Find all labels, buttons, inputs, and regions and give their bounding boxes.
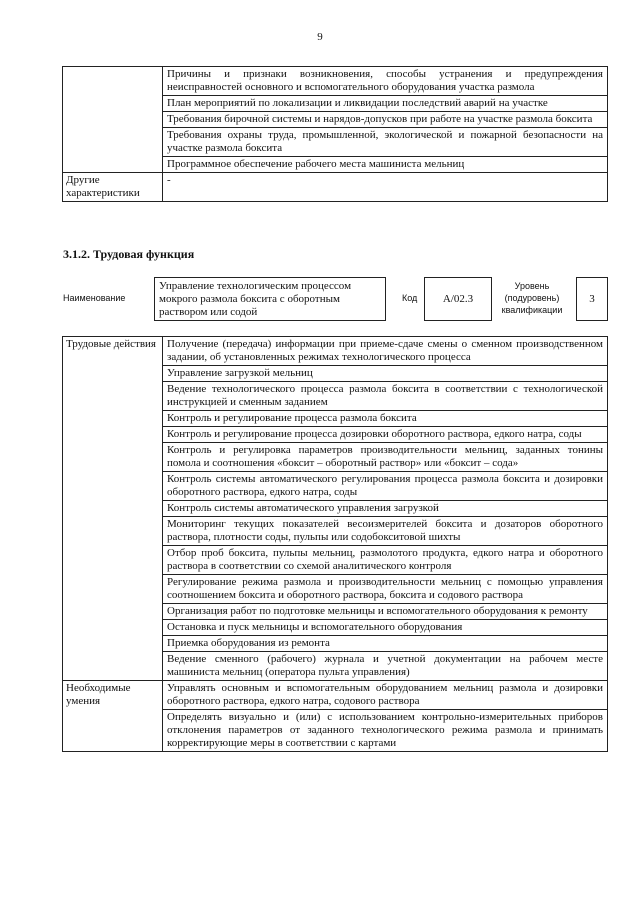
labor-action-item: Контроль и регулирование процесса размола боксита	[163, 411, 608, 427]
section-heading: 3.1.2. Трудовая функция	[63, 247, 195, 261]
labor-action-item: Получение (передача) информации при приеме-сдаче смены о сменном производственном задании, об установленных режимах технологического процесса	[163, 337, 608, 366]
page-number: 9	[317, 31, 323, 43]
code-box: А/02.3	[424, 277, 492, 321]
labor-action-item: Контроль и регулировка параметров производительности мельниц, заданных тонины помола и соотношения «боксит – оборотный раствор» или «боксит – сода»	[163, 443, 608, 472]
name-label: Наименование	[63, 293, 126, 303]
table-row	[63, 67, 608, 96]
labor-action-item: Отбор проб боксита, пульпы мельниц, размолотого продукта, едкого натра и оборотного раствора в соответствии со схемой аналитического контроля	[163, 546, 608, 575]
labor-action-item: Организация работ по подготовке мельницы и вспомогательного оборудования к ремонту	[163, 604, 608, 620]
other-characteristics-label: Другие характеристики	[63, 173, 163, 202]
knowledge-table	[62, 66, 608, 202]
labor-action-item: Ведение технологического процесса размола боксита в соответствии с технологической инструкцией и сменным заданием	[163, 382, 608, 411]
qualification-level-label: Уровень (подуровень) квалификации	[501, 281, 563, 315]
code-label: Код	[402, 293, 418, 303]
labor-action-item: Регулирование режима размола и производительности мельниц с помощью управления соотношением боксита и оборотного раствора, боксита и содового раствора	[163, 575, 608, 604]
knowledge-item: Требования бирочной системы и нарядов-допусков при работе на участке размола боксита	[163, 112, 608, 128]
knowledge-item: Требования охраны труда, промышленной, экологической и пожарной безопасности на участке размола боксита	[163, 128, 608, 157]
skill-item: Определять визуально и (или) с использованием контрольно-измерительных приборов отклонения параметров от заданного технологического режима размола и принимать корректирующие меры в соответствии с картами	[163, 710, 608, 752]
other-characteristics-value: -	[163, 173, 608, 202]
knowledge-item: Программное обеспечение рабочего места машиниста мельниц	[163, 157, 608, 173]
labor-actions-table	[62, 336, 608, 752]
labor-action-item: Контроль системы автоматического управления загрузкой	[163, 501, 608, 517]
skill-item: Управлять основным и вспомогательным оборудованием мельниц размола и дозировки оборотного раствора, едкого натра, содового раствора	[163, 681, 608, 710]
labor-actions-label: Трудовые действия	[63, 337, 163, 681]
labor-action-item: Остановка и пуск мельницы и вспомогательного оборудования	[163, 620, 608, 636]
empty-label-cell	[63, 67, 163, 173]
labor-action-item: Контроль и регулирование процесса дозировки оборотного раствора, едкого натра, соды	[163, 427, 608, 443]
table-row	[63, 681, 608, 710]
labor-action-item: Ведение сменного (рабочего) журнала и учетной документации на рабочем месте машиниста мельниц (оператора пульта управления)	[163, 652, 608, 681]
labor-action-item: Управление загрузкой мельниц	[163, 366, 608, 382]
labor-action-item: Мониторинг текущих показателей весоизмерителей боксита и дозаторов оборотного раствора, плотности соды, пульпы или содобокситовой шихты	[163, 517, 608, 546]
labor-action-item: Контроль системы автоматического регулирования процесса размола боксита и дозировки оборотного раствора, едкого натра, соды	[163, 472, 608, 501]
knowledge-item: Причины и признаки возникновения, способы устранения и предупреждения неисправностей основного и вспомогательного оборудования участка размола	[163, 67, 608, 96]
qualification-level-box: 3	[576, 277, 608, 321]
labor-action-item: Приемка оборудования из ремонта	[163, 636, 608, 652]
table-row	[63, 337, 608, 366]
table-row	[63, 173, 608, 202]
knowledge-item: План мероприятий по локализации и ликвидации последствий аварий на участке	[163, 96, 608, 112]
function-name-box: Управление технологическим процессом мокрого размола боксита с оборотным раствором или содой	[154, 277, 386, 321]
skills-label: Необходимые умения	[63, 681, 163, 752]
